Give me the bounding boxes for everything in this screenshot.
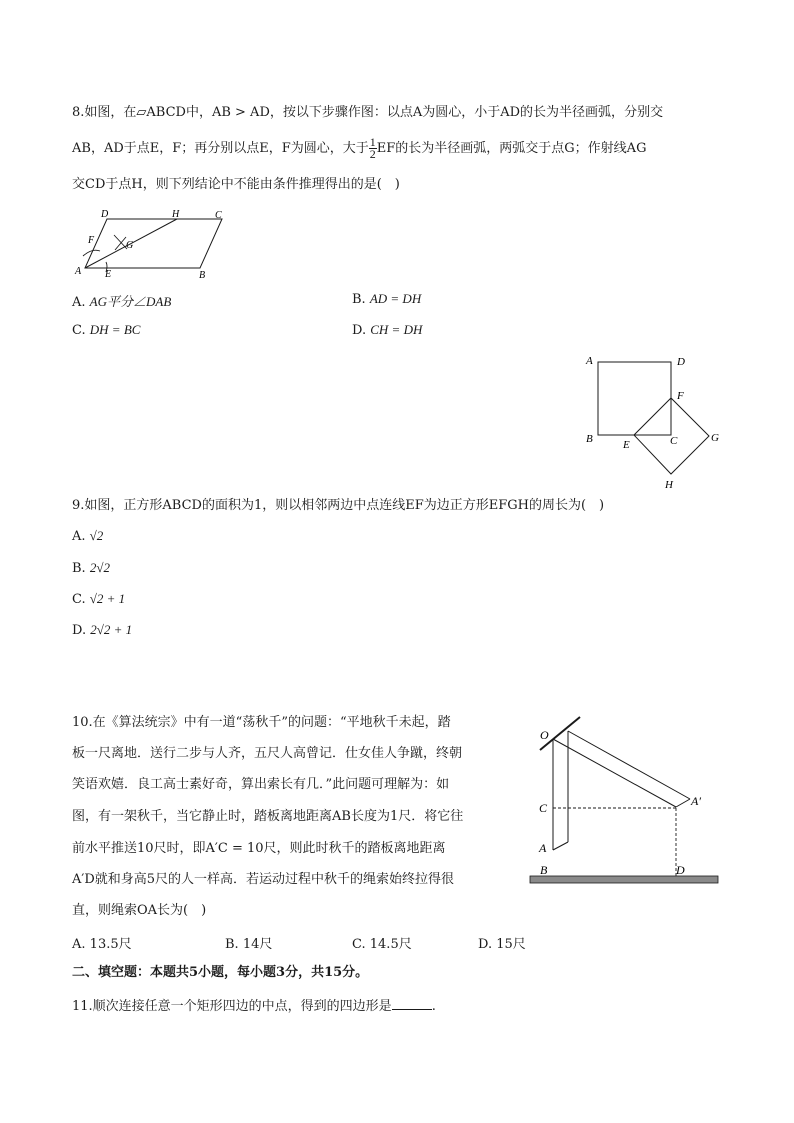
q10-option-c[interactable] [352,933,412,952]
q10-option-b-text: 14尺 [242,937,273,952]
q11-stem-text: 11.顺次连接任意一个矩形四边的中点，得到的四边形是 [72,999,392,1014]
q8-stem-line2-b: EF的长为半径画弧，两弧交于点G；作射线AG [376,141,647,156]
label-A-prime: A′ [691,794,701,808]
label-F: F [677,390,684,402]
q10-stem-line7: 直，则绳索OA长为( ) [72,903,207,918]
section-heading-fill-in-blank: 二、填空题：本题共5小题，每小题3分，共15分。 [72,965,369,980]
q9-option-d-letter: D. [72,623,87,638]
q8-option-c[interactable] [72,322,140,338]
q8-option-d-text: CH = DH [370,322,423,337]
q8-option-a-letter: A. [72,295,86,310]
q9-option-a[interactable] [72,528,103,544]
q9-option-c[interactable] [72,591,125,607]
label-O: O [540,728,549,742]
q9-option-b-letter: B. [72,561,86,576]
q10-option-b[interactable] [225,933,272,952]
q9-option-d-text: 2√2 + 1 [90,622,133,637]
label-B: B [540,863,548,877]
q9-option-c-text: √2 + 1 [89,591,126,606]
label-E: E [623,439,630,451]
q8-option-d[interactable] [352,322,422,338]
label-D: D [676,863,685,877]
q10-option-b-letter: B. [225,937,239,952]
label-A: A [75,266,82,277]
q8-option-a[interactable] [72,291,171,310]
q8-stem-line3: 交CD于点H，则下列结论中不能由条件推理得出的是( ) [72,177,400,192]
q10-option-c-text: 14.5尺 [369,937,412,952]
q10-stem-line3: 笑语欢嬉．良工高士素好奇，算出索长有几．”此问题可理解为：如 [72,777,450,792]
q10-stem-line5: 前水平推送10尺时，即A′C = 10尺，则此时秋千的踏板离地距离 [72,841,446,856]
q10-option-a-letter: A. [72,937,86,952]
q10-option-c-letter: C. [352,937,366,952]
label-C: C [215,210,222,221]
q10-stem-line2: 板一尺离地．送行二步与人齐，五尺人高曾记．仕女佳人争蹴，终朝 [72,746,463,761]
q8-option-b[interactable] [352,291,421,307]
q9-stem: 9.如图，正方形ABCD的面积为1，则以相邻两边中点连线EF为边正方形EFGH的周长为( ) [72,498,605,513]
q10-stem-line6: A′D就和身高5尺的人一样高．若运动过程中秋千的绳索始终拉得很 [72,872,455,887]
label-H: H [665,479,673,491]
q11-stem-end: . [431,999,436,1014]
q8-option-b-text: AD = DH [369,291,422,306]
q8-option-c-letter: C. [72,323,86,338]
label-A: A [586,355,593,367]
label-B: B [199,270,206,280]
q8-parallelogram-figure [70,204,230,280]
label-F: F [88,235,95,246]
fraction-numerator: 1 [369,135,376,149]
label-D: D [677,356,685,368]
q10-option-d-text: 15尺 [496,937,526,952]
label-C: C [539,801,548,815]
q10-stem-line1: 10.在《算法统宗》中有一道“荡秋千”的问题：“平地秋千未起，踏 [72,715,451,730]
q9-option-a-text: √2 [89,528,104,543]
label-G: G [711,432,719,444]
fraction-one-half [369,137,377,160]
q11-stem [72,997,436,1016]
q9-option-d[interactable] [72,622,132,638]
label-H: H [172,209,180,220]
q9-option-b[interactable] [72,560,110,576]
q8-option-a-text: AG平分∠DAB [89,294,172,309]
q8-stem-line1: 8.如图，在▱ABCD中，AB > AD，按以下步骤作图：以点A为圆心，小于AD的长为半径画弧，分别交 [72,105,664,120]
label-A: A [539,841,547,855]
q9-square-figure [580,350,730,495]
q8-option-c-text: DH = BC [89,322,141,337]
q9-option-c-letter: C. [72,592,86,607]
q10-swing-figure [528,712,724,888]
label-G: G [126,240,134,251]
q8-option-d-letter: D. [352,323,367,338]
q10-option-d-letter: D. [478,937,493,952]
label-E: E [105,269,112,280]
q8-stem-line2-a: AB，AD于点E，F；再分别以点E，F为圆心，大于 [72,141,369,156]
q9-option-a-letter: A. [72,529,86,544]
q10-option-a[interactable] [72,933,132,952]
q8-stem-line2 [72,137,646,160]
q11-answer-blank[interactable] [392,997,432,1010]
label-C: C [670,435,678,447]
label-B: B [586,433,593,445]
q10-option-a-text: 13.5尺 [89,937,132,952]
q9-option-b-text: 2√2 [89,560,110,575]
fraction-denominator: 2 [369,147,376,161]
label-D: D [101,209,109,220]
q10-option-d[interactable] [478,933,526,952]
q8-option-b-letter: B. [352,292,366,307]
q10-stem-line4: 图，有一架秋千，当它静止时，踏板离地距离AB长度为1尺．将它往 [72,809,464,824]
